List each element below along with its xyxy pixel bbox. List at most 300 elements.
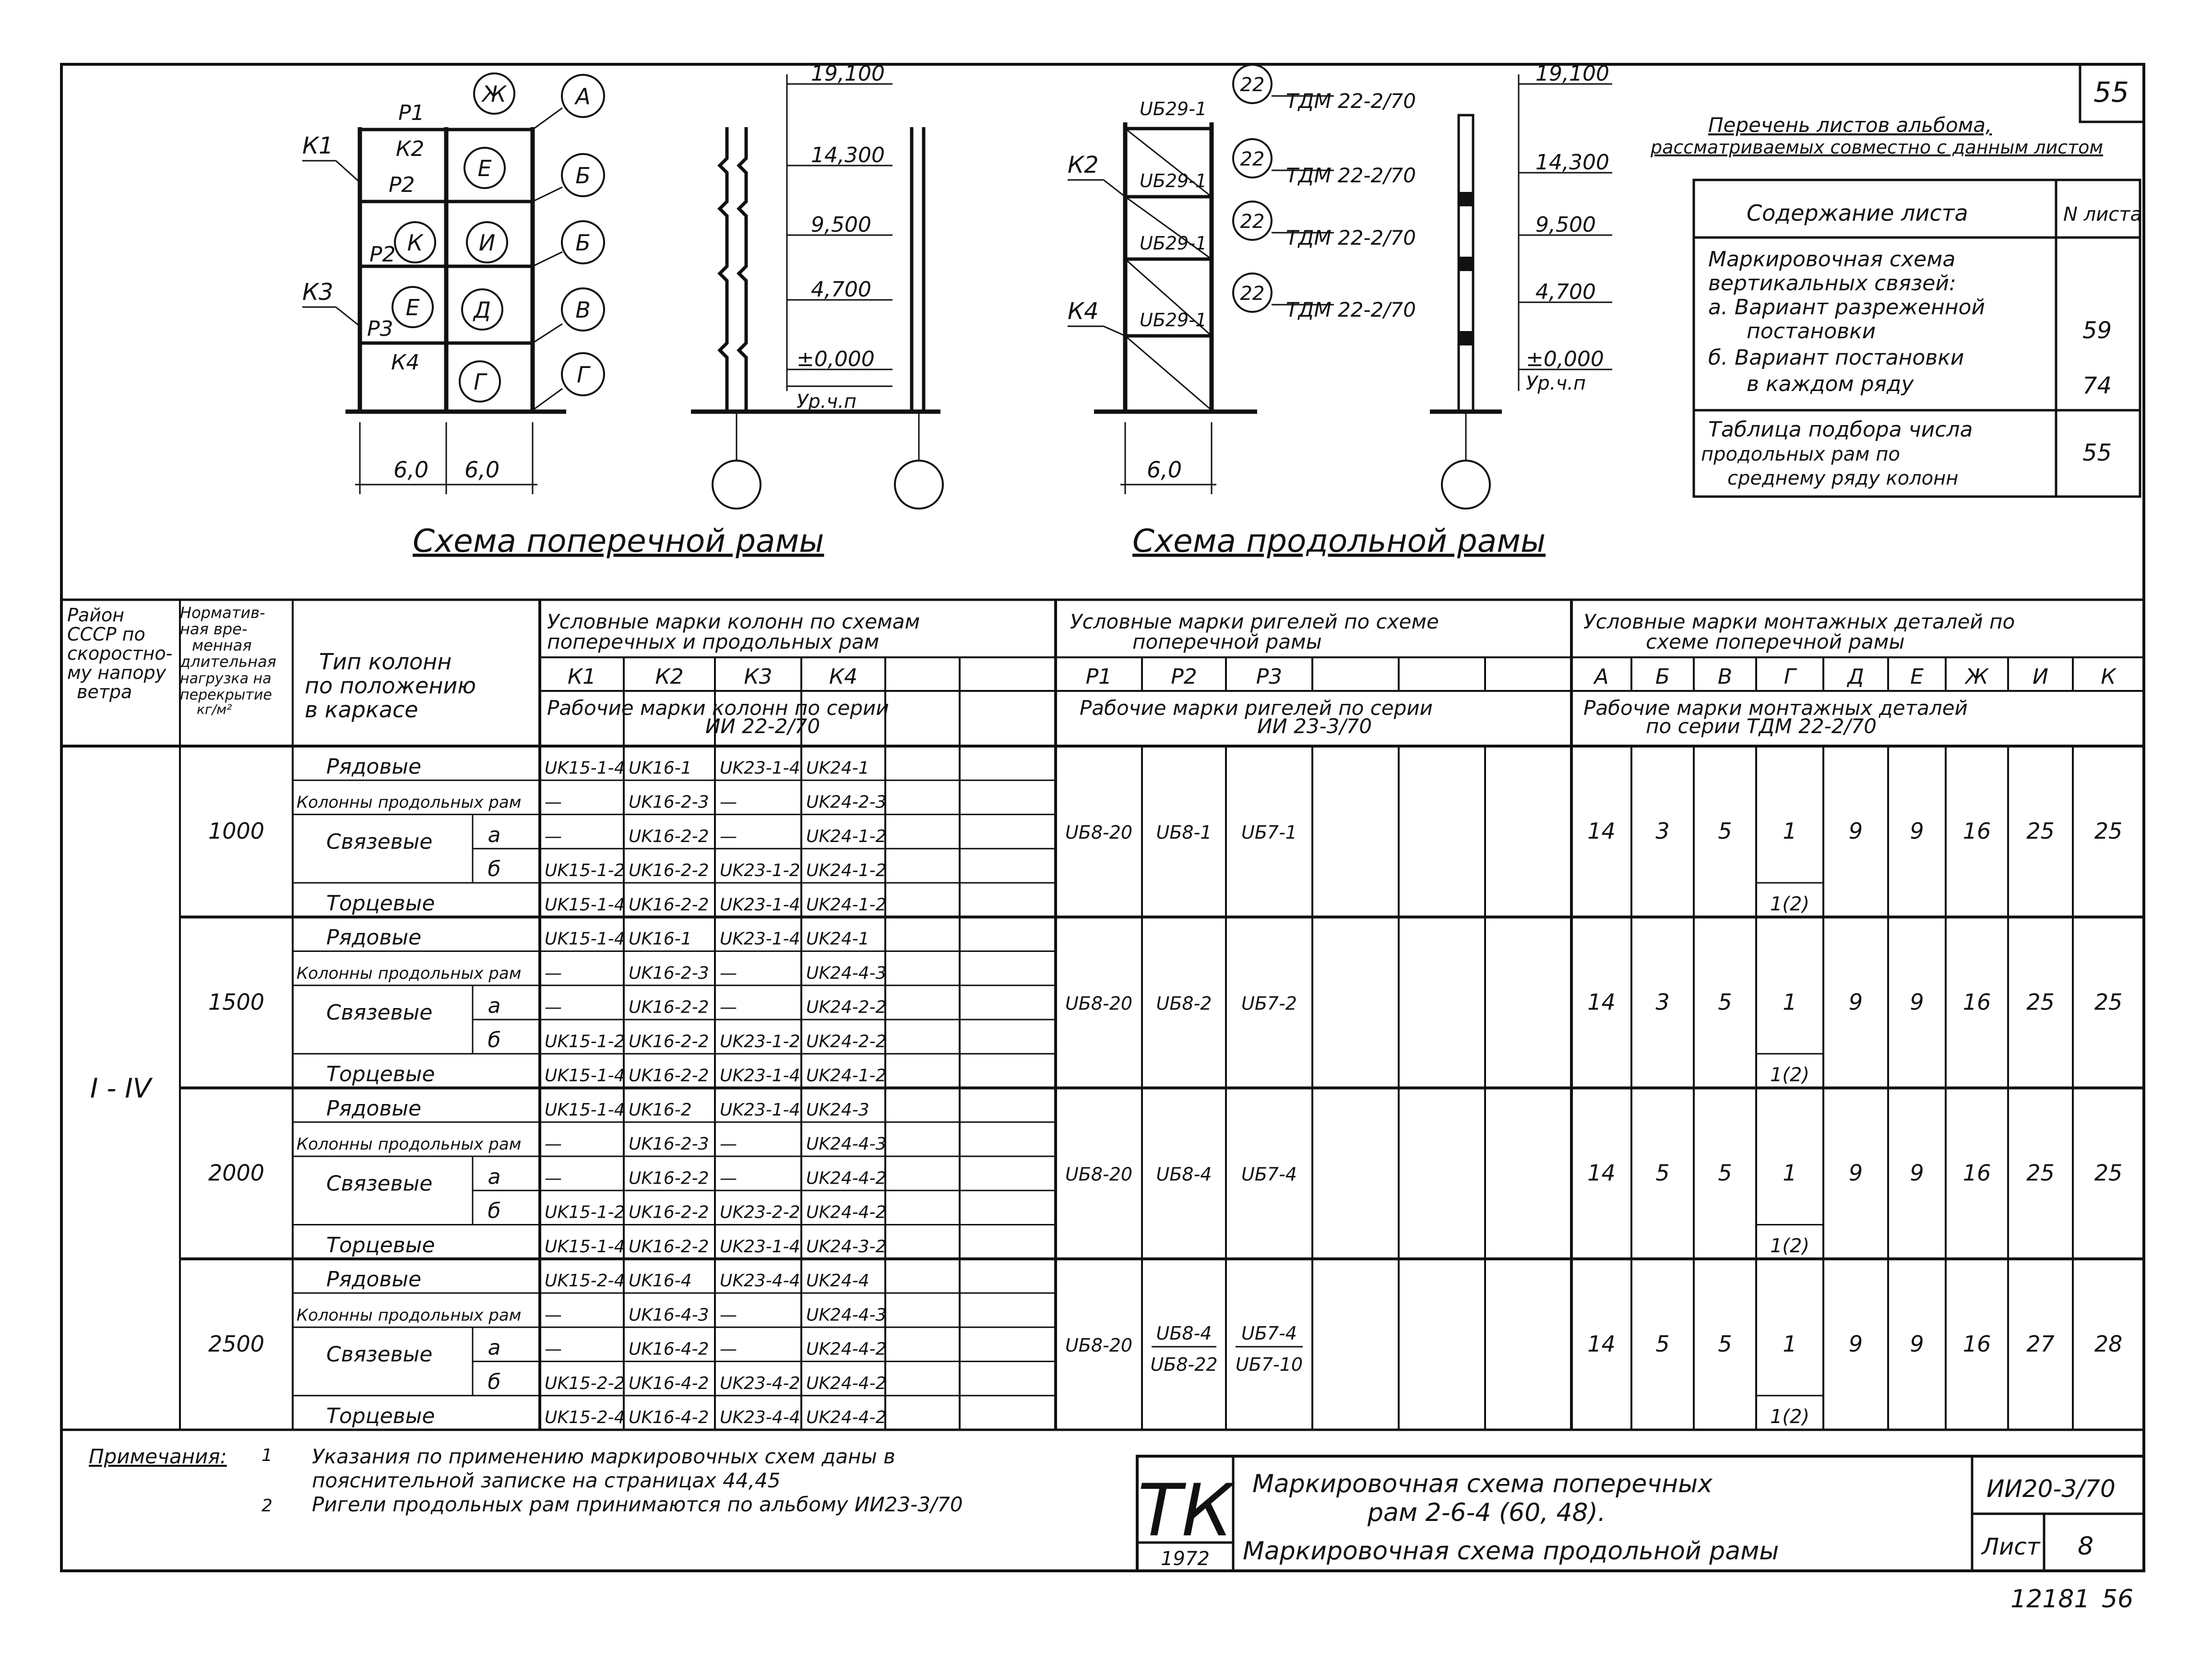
- col-mark-2-3-0: UK15-1-2: [545, 1202, 625, 1223]
- col-mark-3-2-3: UK24-4-2: [806, 1339, 887, 1359]
- col-mark-3-0-0: UK15-2-4: [545, 1271, 625, 1291]
- col-mark-1-0-3: UK24-1: [806, 929, 869, 949]
- title-sheet-number: 8: [2078, 1532, 2094, 1561]
- row-type-0-0: Рядовые: [326, 754, 422, 779]
- col-mark-2-4-1: UK16-2-2: [629, 1236, 709, 1257]
- hdr-coltype-2: по положению: [305, 673, 476, 699]
- detail-value-1-8: 25: [2094, 989, 2123, 1015]
- svg-text:Д: Д: [474, 297, 491, 323]
- col-mark-2-4-2: UK23-1-4: [720, 1236, 800, 1257]
- axis-circle-right: [895, 461, 943, 509]
- col-mark-1-4-3: UK24-1-2: [806, 1066, 887, 1086]
- sheet-list-row1-line3: а. Вариант разреженной: [1708, 295, 1986, 320]
- right-circle-g: [562, 353, 604, 395]
- elev-3: 9,500: [811, 213, 871, 237]
- label-k4: К4: [391, 350, 420, 375]
- detail-g-extra-1: 1(2): [1770, 1064, 1810, 1086]
- col-mark-1-4-1: UK16-2-2: [629, 1066, 709, 1086]
- beam-mark-2: UБ29-1: [1140, 170, 1207, 191]
- beam-mark-2-2: UБ7-4: [1241, 1163, 1297, 1185]
- row-sub-1-3: б: [488, 1028, 501, 1053]
- col-mark-3-2-2: —: [720, 1339, 737, 1359]
- beam-mark-3-1: UБ8-4: [1156, 1322, 1212, 1344]
- detail-value-2-3: 1: [1783, 1160, 1797, 1186]
- beam-mark-second-3-2: UБ7-10: [1235, 1353, 1303, 1375]
- sheet-list-header-content: Содержание листа: [1747, 200, 1968, 226]
- title-year: 1972: [1161, 1548, 1210, 1570]
- transverse-caption: Схема поперечной рамы: [413, 522, 824, 559]
- col-mark-0-4-1: UK16-2-2: [629, 895, 709, 915]
- col-mark-2-4-0: UK15-1-4: [545, 1236, 625, 1257]
- row-sub-0-2: а: [488, 822, 501, 847]
- label-p3: Р3: [367, 317, 393, 341]
- detail-value-1-1: 3: [1655, 989, 1670, 1015]
- col-mark-3-4-1: UK16-4-2: [629, 1408, 709, 1427]
- label-p1: Р1: [398, 101, 425, 125]
- sheet-list-row2-line3: среднему ряду колонн: [1727, 467, 1959, 489]
- col-mark-0-2-3: UK24-1-2: [806, 826, 887, 846]
- hdr-coltype-1: Тип колонн: [319, 649, 452, 675]
- col-mark-2-1-2: —: [720, 1134, 737, 1154]
- svg-text:22: 22: [1240, 283, 1265, 305]
- col-mark-3-3-2: UK23-4-2: [720, 1373, 800, 1393]
- load-value-0: 1000: [208, 818, 265, 844]
- span-right: 6,0: [464, 457, 500, 483]
- col-mark-3-4-3: UK24-4-2: [806, 1408, 887, 1427]
- hdr-beamseries-1: Рабочие марки ригелей по серии: [1080, 696, 1433, 720]
- beam-mark-2-0: UБ8-20: [1065, 1163, 1133, 1185]
- beam-mark-1: UБ29-1: [1140, 98, 1207, 119]
- detail-value-0-2: 5: [1718, 818, 1732, 844]
- span-left: 6,0: [393, 457, 429, 483]
- col-mark-3-2-1: UK16-4-2: [629, 1339, 709, 1359]
- col-mark-2-0-0: UK15-1-4: [545, 1100, 625, 1120]
- connection-3: [1233, 202, 1416, 249]
- detail-value-1-2: 5: [1718, 989, 1732, 1015]
- hdr-colgroup-1: Условные марки колонн по схемам: [547, 610, 920, 633]
- longitudinal-frame-scheme: [1068, 61, 1612, 559]
- right-circle-a: [562, 75, 604, 117]
- hdr-load-1: Норматив-: [180, 604, 265, 622]
- elev-1: 19,100: [811, 61, 885, 86]
- detail-g-extra-2: 1(2): [1770, 1235, 1810, 1257]
- col-mark-0-1-0: —: [545, 792, 562, 812]
- note-2-number: 2: [262, 1496, 273, 1516]
- hdr-detail-mark-4: Д: [1847, 665, 1864, 689]
- col-mark-0-2-2: —: [720, 826, 737, 846]
- beam-mark-1-2: UБ7-2: [1241, 993, 1297, 1014]
- row-sub-3-2: а: [488, 1335, 501, 1360]
- beam-mark-0-0: UБ8-20: [1065, 822, 1133, 843]
- svg-text:Г: Г: [577, 362, 589, 388]
- bottom-stamp: 12181: [2010, 1585, 2090, 1614]
- hdr-load-7: кг/м²: [197, 701, 232, 717]
- beam-mark-3-0: UБ8-20: [1065, 1334, 1133, 1356]
- hdr-detail-mark-2: В: [1717, 665, 1733, 689]
- title-logo: ТК: [1137, 1469, 1233, 1553]
- elev-long-1: 19,100: [1535, 61, 1609, 86]
- hdr-coltype-3: в каркасе: [305, 697, 418, 723]
- col-mark-1-3-0: UK15-1-2: [545, 1032, 625, 1052]
- col-mark-3-0-3: UK24-4: [806, 1271, 869, 1291]
- hdr-colseries-2: ИИ 22-2/70: [705, 714, 821, 738]
- sheet-list-row2-num: 55: [2082, 439, 2112, 466]
- col-mark-2-1-0: —: [545, 1134, 562, 1154]
- detail-value-3-0: 14: [1587, 1330, 1616, 1357]
- svg-text:ТДМ 22-2/70: ТДМ 22-2/70: [1286, 89, 1416, 113]
- beam-mark-4: UБ29-1: [1140, 309, 1207, 331]
- note-2-line-1: Ригели продольных рам принимаются по альбому ИИ23-3/70: [312, 1493, 963, 1516]
- col-mark-1-3-3: UK24-2-2: [806, 1032, 887, 1052]
- hdr-detail-mark-1: Б: [1655, 665, 1670, 689]
- label-k3: К3: [302, 279, 333, 306]
- detail-value-3-7: 27: [2026, 1330, 2055, 1357]
- detail-value-2-2: 5: [1718, 1160, 1732, 1186]
- detail-value-0-5: 9: [1910, 818, 1924, 844]
- beam-mark-0-1: UБ8-1: [1156, 822, 1212, 843]
- col-mark-0-3-1: UK16-2-2: [629, 861, 709, 880]
- beam-mark-3: UБ29-1: [1140, 233, 1207, 254]
- svg-text:Е: Е: [477, 155, 492, 181]
- hdr-beamgroup-2: поперечной рамы: [1132, 630, 1322, 653]
- col-mark-2-2-3: UK24-4-2: [806, 1168, 887, 1188]
- sheet-list: [1650, 113, 2142, 497]
- elev-long-5: ±0,000: [1526, 347, 1604, 371]
- col-mark-1-3-2: UK23-1-2: [720, 1032, 800, 1052]
- load-value-1: 1500: [208, 989, 265, 1015]
- col-mark-1-1-1: UK16-2-3: [629, 963, 709, 983]
- row-type-1-1: Колонны продольных рам: [297, 963, 522, 983]
- svg-text:В: В: [575, 297, 591, 323]
- svg-text:Б: Б: [575, 163, 591, 189]
- title-sheet-label: Лист: [1982, 1533, 2040, 1560]
- notes-label: Примечания:: [89, 1445, 227, 1468]
- col-mark-2-1-3: UK24-4-3: [806, 1134, 887, 1154]
- beam-mark-1-0: UБ8-20: [1065, 993, 1133, 1014]
- col-mark-3-3-1: UK16-4-2: [629, 1373, 709, 1393]
- row-type-1-2: Связевые: [326, 1000, 433, 1025]
- detail-value-3-5: 9: [1910, 1330, 1924, 1357]
- detail-value-0-1: 3: [1655, 818, 1670, 844]
- hdr-beam-mark-0: Р1: [1085, 665, 1112, 689]
- col-mark-2-1-1: UK16-2-3: [629, 1134, 709, 1154]
- detail-value-1-4: 9: [1848, 989, 1863, 1015]
- row-type-0-2: Связевые: [326, 829, 433, 854]
- connection-2: [1233, 139, 1416, 187]
- notes: [89, 1445, 963, 1516]
- row-type-2-1: Колонны продольных рам: [297, 1135, 522, 1154]
- col-mark-3-1-1: UK16-4-3: [629, 1305, 709, 1325]
- col-mark-2-0-3: UK24-3: [806, 1100, 869, 1120]
- note-1-line-1: Указания по применению маркировочных схем даны в: [312, 1445, 895, 1468]
- note-1-line-2: пояснительной записке на страницах 44,45: [312, 1469, 781, 1492]
- detail-value-2-6: 16: [1962, 1160, 1991, 1186]
- svg-text:22: 22: [1240, 148, 1265, 170]
- title-line-3: Маркировочная схема продольной рамы: [1243, 1537, 1779, 1566]
- svg-text:ТДМ 22-2/70: ТДМ 22-2/70: [1286, 164, 1416, 187]
- col-mark-1-1-2: —: [720, 963, 737, 983]
- bottom-page: 56: [2102, 1585, 2134, 1614]
- hdr-district-2: СССР по: [67, 624, 145, 645]
- hdr-load-4: длительная: [180, 653, 276, 671]
- elev-long-4: 4,700: [1535, 280, 1596, 304]
- sheet-list-row1-line5: б. Вариант постановки: [1708, 345, 1964, 370]
- detail-value-3-1: 5: [1655, 1330, 1670, 1357]
- connection-1: [1233, 65, 1416, 113]
- col-mark-0-4-2: UK23-1-4: [720, 895, 800, 915]
- inner-circle-d: [462, 289, 502, 330]
- beam-mark-1-1: UБ8-2: [1156, 993, 1212, 1014]
- row-type-3-0: Рядовые: [326, 1267, 422, 1292]
- sheet-list-row1-num-a: 59: [2082, 317, 2112, 344]
- col-mark-2-3-1: UK16-2-2: [629, 1202, 709, 1223]
- col-mark-0-3-2: UK23-1-2: [720, 861, 800, 880]
- col-mark-1-4-2: UK23-1-4: [720, 1066, 800, 1086]
- load-value-3: 2500: [208, 1330, 265, 1357]
- hdr-col-mark-0: К1: [567, 665, 596, 689]
- col-mark-3-4-2: UK23-4-4: [720, 1408, 800, 1427]
- col-mark-3-1-0: —: [545, 1305, 562, 1325]
- district-value: I - IV: [90, 1073, 152, 1104]
- col-mark-0-0-2: UK23-1-4: [720, 758, 800, 778]
- right-circle-b1: [562, 154, 604, 196]
- detail-value-1-0: 14: [1587, 989, 1616, 1015]
- sheet-list-row1-num-b: 74: [2082, 372, 2112, 399]
- detail-value-1-5: 9: [1910, 989, 1924, 1015]
- hdr-detail-mark-0: А: [1594, 665, 1609, 689]
- elev-long-3: 9,500: [1535, 213, 1596, 237]
- main-table: [61, 600, 2144, 1430]
- col-mark-2-3-2: UK23-2-2: [720, 1202, 800, 1223]
- hdr-load-3: менная: [192, 636, 252, 654]
- label-k1: К1: [302, 132, 333, 159]
- col-mark-1-0-1: UK16-1: [629, 929, 692, 949]
- hdr-detail-mark-5: Е: [1910, 665, 1924, 689]
- row-type-1-4: Торцевые: [326, 1062, 435, 1087]
- inner-circle-zh: [474, 73, 514, 114]
- col-mark-0-3-3: UK24-1-2: [806, 861, 887, 880]
- detail-value-0-8: 25: [2094, 818, 2123, 844]
- detail-value-2-4: 9: [1848, 1160, 1863, 1186]
- sheet-list-row2-line2: продольных рам по: [1701, 443, 1900, 465]
- right-circle-b2: [562, 221, 604, 263]
- sheet-list-row1-line1: Маркировочная схема: [1708, 247, 1956, 272]
- col-mark-0-0-3: UK24-1: [806, 758, 869, 778]
- hdr-district-5: ветра: [77, 681, 132, 702]
- col-mark-1-1-3: UK24-4-3: [806, 963, 887, 983]
- col-mark-3-4-0: UK15-2-4: [545, 1408, 625, 1427]
- left-circle-k: [395, 222, 435, 262]
- col-mark-1-2-3: UK24-2-2: [806, 997, 887, 1017]
- col-mark-1-0-2: UK23-1-4: [720, 929, 800, 949]
- svg-text:22: 22: [1240, 74, 1265, 96]
- col-mark-1-0-0: UK15-1-4: [545, 929, 625, 949]
- col-mark-1-2-0: —: [545, 997, 562, 1017]
- detail-value-2-0: 14: [1587, 1160, 1616, 1186]
- hdr-detgroup-2: схеме поперечной рамы: [1646, 630, 1905, 653]
- hdr-beam-mark-1: Р2: [1171, 665, 1197, 689]
- hdr-load-2: ная вре-: [180, 620, 248, 638]
- col-mark-1-1-0: —: [545, 963, 562, 983]
- col-mark-3-3-0: UK15-2-2: [545, 1373, 625, 1393]
- hdr-beam-mark-2: Р3: [1256, 665, 1283, 689]
- svg-text:Ж: Ж: [482, 81, 506, 107]
- inner-circle-e: [464, 148, 505, 188]
- title-line-1: Маркировочная схема поперечных: [1252, 1470, 1713, 1498]
- elev-4: 4,700: [811, 277, 871, 302]
- label-k2: К2: [396, 137, 425, 161]
- label-p2: Р2: [389, 173, 415, 197]
- connection-4: [1233, 273, 1416, 321]
- col-mark-1-4-0: UK15-1-4: [545, 1066, 625, 1086]
- col-mark-1-2-1: UK16-2-2: [629, 997, 709, 1017]
- col-mark-3-0-2: UK23-4-4: [720, 1271, 800, 1291]
- row-type-3-1: Колонны продольных рам: [297, 1306, 522, 1325]
- detail-g-extra-0: 1(2): [1770, 893, 1810, 915]
- hdr-district-1: Район: [67, 605, 124, 626]
- elev-5: ±0,000: [797, 347, 875, 371]
- hdr-beamseries-2: ИИ 23-3/70: [1257, 714, 1372, 738]
- elev-long-6: Ур.ч.п: [1526, 372, 1586, 394]
- elev-long-2: 14,300: [1535, 150, 1609, 175]
- row-type-0-1: Колонны продольных рам: [297, 793, 522, 812]
- col-mark-0-0-0: UK15-1-4: [545, 758, 625, 778]
- hdr-col-mark-2: К3: [744, 665, 773, 689]
- elev-6: Ур.ч.п: [797, 391, 856, 413]
- title-line-2: рам 2-6-4 (60, 48).: [1368, 1498, 1606, 1527]
- row-sub-2-3: б: [488, 1199, 501, 1223]
- col-mark-2-4-3: UK24-3-2: [806, 1236, 887, 1257]
- detail-value-3-8: 28: [2094, 1330, 2123, 1357]
- sheet-list-title-1: Перечень листов альбома,: [1708, 113, 1992, 137]
- col-mark-0-1-1: UK16-2-3: [629, 792, 709, 812]
- sheet-list-row1-line2: вертикальных связей:: [1708, 271, 1956, 296]
- sheet-list-row1-line4: постановки: [1747, 319, 1876, 344]
- hdr-detseries-1: Рабочие марки монтажных деталей: [1583, 696, 1968, 720]
- detail-value-0-7: 25: [2026, 818, 2055, 844]
- hdr-detseries-2: по серии ТДМ 22-2/70: [1646, 714, 1877, 738]
- row-type-3-2: Связевые: [326, 1342, 433, 1367]
- longitudinal-caption: Схема продольной рамы: [1132, 522, 1546, 559]
- row-type-2-4: Торцевые: [326, 1233, 435, 1258]
- hdr-load-5: нагрузка на: [180, 670, 272, 687]
- col-mark-2-0-1: UK16-2: [629, 1100, 692, 1120]
- detail-value-0-0: 14: [1587, 818, 1616, 844]
- detail-value-3-4: 9: [1848, 1330, 1863, 1357]
- hdr-detgroup-1: Условные марки монтажных деталей по: [1583, 610, 2015, 633]
- svg-text:Б: Б: [575, 230, 591, 256]
- hdr-district-3: скоростно-: [67, 643, 173, 664]
- row-type-3-4: Торцевые: [326, 1404, 435, 1428]
- col-mark-0-1-3: UK24-2-3: [806, 792, 887, 812]
- row-type-0-4: Торцевые: [326, 891, 435, 916]
- col-mark-0-3-0: UK15-1-2: [545, 861, 625, 880]
- col-mark-0-2-0: —: [545, 826, 562, 846]
- span-long: 6,0: [1147, 457, 1182, 483]
- col-mark-3-1-2: —: [720, 1305, 737, 1325]
- detail-value-1-7: 25: [2026, 989, 2055, 1015]
- row-type-2-0: Рядовые: [326, 1096, 422, 1121]
- hdr-colseries-1: Рабочие марки колонн по серии: [547, 696, 889, 720]
- axis-circle-left: [713, 461, 761, 509]
- svg-text:И: И: [478, 230, 496, 256]
- sheet-list-title-2: рассматриваемых совместно с данным листом: [1651, 137, 2104, 158]
- col-mark-3-3-3: UK24-4-2: [806, 1373, 887, 1393]
- label-k4-long: К4: [1068, 298, 1099, 325]
- label-p2b: Р2: [369, 242, 396, 267]
- detail-value-3-2: 5: [1718, 1330, 1732, 1357]
- col-mark-3-2-0: —: [545, 1339, 562, 1359]
- col-mark-0-4-0: UK15-1-4: [545, 895, 625, 915]
- right-circle-v: [562, 288, 604, 331]
- col-mark-0-0-1: UK16-1: [629, 758, 692, 778]
- transverse-frame-scheme: [302, 61, 943, 559]
- row-sub-3-3: б: [488, 1369, 501, 1394]
- row-sub-1-2: а: [488, 994, 501, 1018]
- col-mark-0-1-2: —: [720, 792, 737, 812]
- row-sub-0-3: б: [488, 857, 501, 881]
- col-mark-1-2-2: —: [720, 997, 737, 1017]
- detail-value-0-4: 9: [1848, 818, 1863, 844]
- note-1-number: 1: [262, 1446, 273, 1465]
- inner-circle-i: [467, 222, 507, 262]
- beam-mark-2-1: UБ8-4: [1156, 1163, 1212, 1185]
- detail-value-2-8: 25: [2094, 1160, 2123, 1186]
- col-mark-3-0-1: UK16-4: [629, 1271, 692, 1291]
- hdr-detail-mark-3: Г: [1784, 665, 1796, 689]
- load-value-2: 2000: [208, 1160, 265, 1186]
- svg-text:Е: Е: [405, 295, 420, 321]
- axis-circle-long: [1442, 461, 1490, 509]
- hdr-col-mark-1: К2: [655, 665, 684, 689]
- detail-value-2-5: 9: [1910, 1160, 1924, 1186]
- sheet-list-header-number: N листа: [2063, 203, 2142, 226]
- hdr-detail-mark-8: К: [2101, 665, 2116, 689]
- detail-value-1-6: 16: [1962, 989, 1991, 1015]
- title-series: ИИ20-3/70: [1986, 1475, 2116, 1503]
- hdr-load-6: перекрытие: [180, 687, 272, 703]
- hdr-detail-mark-6: Ж: [1965, 665, 1988, 689]
- elev-2: 14,300: [811, 143, 885, 167]
- beam-mark-3-2: UБ7-4: [1241, 1322, 1297, 1344]
- svg-text:Г: Г: [474, 369, 486, 395]
- svg-text:ТДМ 22-2/70: ТДМ 22-2/70: [1286, 298, 1416, 321]
- hdr-colgroup-2: поперечных и продольных рам: [547, 630, 880, 653]
- detail-value-3-3: 1: [1783, 1330, 1797, 1357]
- detail-value-0-6: 16: [1962, 818, 1991, 844]
- beam-mark-second-3-1: UБ8-22: [1150, 1353, 1218, 1375]
- row-type-1-0: Рядовые: [326, 925, 422, 950]
- detail-value-3-6: 16: [1962, 1330, 1991, 1357]
- col-mark-0-4-3: UK24-1-2: [806, 895, 887, 915]
- svg-text:А: А: [575, 83, 591, 109]
- inner-circle-g: [460, 361, 500, 402]
- col-mark-2-0-2: UK23-1-4: [720, 1100, 800, 1120]
- col-mark-2-3-3: UK24-4-2: [806, 1202, 887, 1223]
- detail-value-1-3: 1: [1783, 989, 1797, 1015]
- svg-text:ТДМ 22-2/70: ТДМ 22-2/70: [1286, 226, 1416, 249]
- svg-text:22: 22: [1240, 211, 1265, 233]
- detail-value-0-3: 1: [1783, 818, 1797, 844]
- label-k2-long: К2: [1068, 152, 1099, 178]
- col-mark-0-2-1: UK16-2-2: [629, 826, 709, 846]
- col-mark-3-1-3: UK24-4-3: [806, 1305, 887, 1325]
- left-circle-e: [392, 287, 433, 327]
- hdr-col-mark-3: К4: [829, 665, 858, 689]
- col-mark-2-2-1: UK16-2-2: [629, 1168, 709, 1188]
- col-mark-1-3-1: UK16-2-2: [629, 1032, 709, 1052]
- svg-text:К: К: [407, 230, 423, 256]
